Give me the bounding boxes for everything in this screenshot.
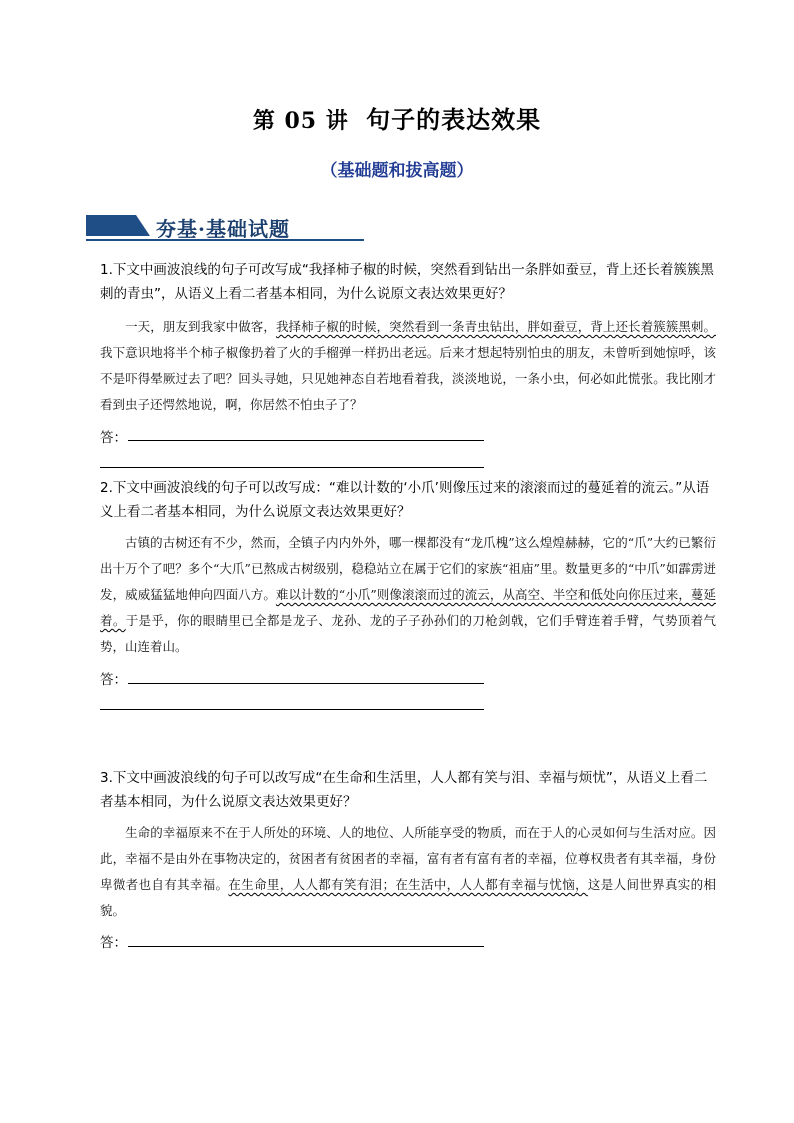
wavy-sentence: 我择柿子椒的时候，突然看到一条青虫钻出，胖如蚕豆，背上还长着簇簇黑刺。 <box>275 319 716 334</box>
lecture-number: 第 05 讲 <box>252 108 349 134</box>
passage-text: 我下意识地将半个柿子椒像扔着了火的手榴弹一样扔出老远。后来才想起特别怕虫的朋友，未曾听到她惊呼，该不是吓得晕厥过去了吧？回头寻她，只见她神态自若地看着我，淡淡地说，一条小虫，何必如此慌张。我比刚才看到虫子还愕然地说，啊，你居然不怕虫子了？ <box>100 345 716 412</box>
page-title <box>0 100 794 135</box>
passage-text: 这是人间世界真实的相貌。 <box>100 877 716 918</box>
passage-text: 一天，朋友到我家中做客， <box>125 319 276 334</box>
wavy-sentence: 难以计数的“小爪”则像滚滚而过的流云，从高空、半空和低处向你压过来，蔓延着。 <box>100 587 716 628</box>
answer-label: 答： <box>100 672 127 688</box>
answer-line[interactable] <box>128 440 484 441</box>
page-subtitle: （基础题和拔高题） <box>320 161 474 181</box>
answer-line[interactable] <box>100 709 484 710</box>
question-prompt: 1.下文中画波浪线的句子可改写成“我择柿子椒的时候，突然看到钻出一条胖如蚕豆，背上还长着簇簇黑刺的青虫”，从语义上看二者基本相同，为什么说原文表达效果更好？ <box>100 262 714 302</box>
answer-label: 答： <box>100 935 127 951</box>
question-prompt: 3.下文中画波浪线的句子可以改写成“在生命和生活里，人人都有笑与泪、幸福与烦忧”，从语义上看二者基本相同，为什么说原文表达效果更好？ <box>100 770 708 810</box>
passage-2 <box>100 530 716 660</box>
answer-line[interactable] <box>128 683 484 684</box>
passage-1 <box>100 314 716 418</box>
section-title: 夯基·基础试题 <box>156 217 290 241</box>
passage-text: 于是乎，你的眼睛里已全都是龙子、龙孙、龙的子子孙孙们的刀枪剑戟，它们手臂连着手臂，气势顶着气势，山连着山。 <box>100 613 716 654</box>
question-2 <box>100 476 720 524</box>
passage-text: 生命的幸福原来不在于人所处的环境、人的地位、人所能享受的物质，而在于人的心灵如何与生活对应。因此，幸福不是由外在事物决定的，贫困者有贫困者的幸福，富有者有富有者的幸福，位尊权贵者有其幸福，身份卑微者也自有其幸福。 <box>100 825 716 892</box>
passage-text: 古镇的古树还有不少，然而，全镇子内内外外，哪一棵都没有“龙爪槐”这么煌煌赫赫，它的“爪”大约已繁衍出十万个了吧？多个“大爪”已熬成古树级别，稳稳站立在属于它们的家族“祖庙”里。数量更多的“中爪”如霹雳迸发，威威猛猛地伸向四面八方。 <box>100 535 716 602</box>
question-prompt: 2.下文中画波浪线的句子可以改写成：“难以计数的‘小爪’则像压过来的滚滚而过的蔓延着的流云。”从语义上看二者基本相同，为什么说原文表达效果更好？ <box>100 480 710 520</box>
banner-shape <box>86 215 150 236</box>
passage-3 <box>100 820 716 924</box>
answer-line[interactable] <box>100 467 484 468</box>
wavy-sentence: 在生命里，人人都有笑有泪；在生活中，人人都有幸福与忧恼， <box>228 877 588 892</box>
answer-label: 答： <box>100 430 127 446</box>
lecture-title: 句子的表达效果 <box>366 106 542 134</box>
question-1 <box>100 258 720 306</box>
answer-line[interactable] <box>128 946 484 947</box>
question-3 <box>100 766 720 814</box>
